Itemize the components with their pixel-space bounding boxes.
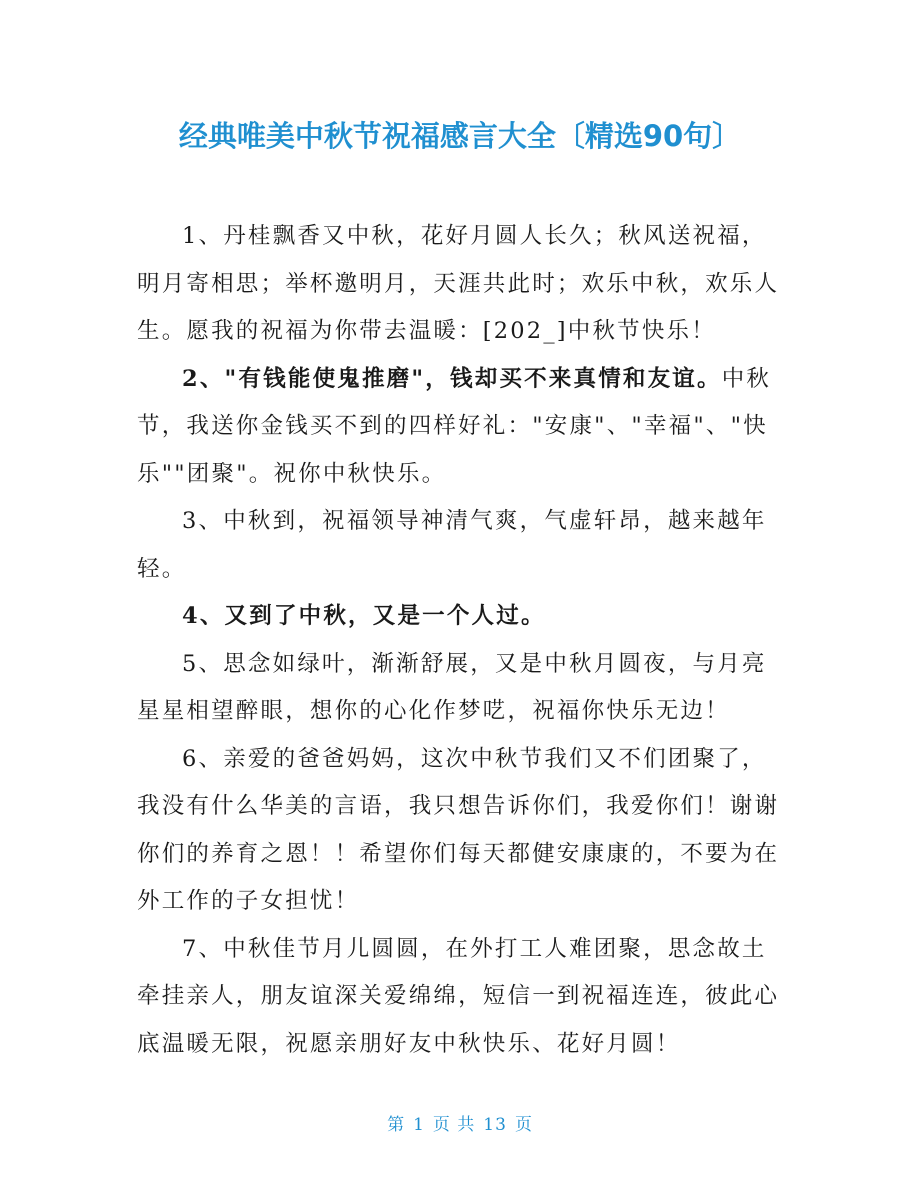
paragraph-4-bold-lead: 4、又到了中秋，又是一个人过。: [182, 603, 546, 629]
paragraph-1: [137, 213, 785, 356]
paragraph-7: [137, 926, 785, 1069]
footer-suffix: 页: [514, 1115, 533, 1135]
paragraph-1-text: 1、丹桂飘香又中秋，花好月圆人长久；秋风送祝福，明月寄相思；举杯邀明月，天涯共此时；欢乐中秋，欢乐人生。愿我的祝福为你带去温暖：[202_]中秋节快乐！: [137, 223, 780, 344]
paragraph-2-text: 中秋节，我送你金钱买不到的四样好礼："安康"、"幸福"、"快乐""团聚"。祝你中秋快乐。: [137, 365, 772, 487]
paragraph-4: [137, 593, 785, 641]
page-footer: [0, 1112, 920, 1138]
document-title: 经典唯美中秋节祝福感言大全〔精选90句〕: [178, 119, 742, 153]
paragraph-3: [137, 498, 785, 593]
footer-middle: 页 共: [432, 1115, 476, 1135]
footer-prefix: 第: [387, 1115, 406, 1135]
footer-page-number: 1: [413, 1115, 425, 1135]
document-body: [137, 213, 785, 1068]
paragraph-6-text: 6、亲爱的爸爸妈妈，这次中秋节我们又不们团聚了，我没有什么华美的言语，我只想告诉你们，我爱你们！谢谢你们的养育之恩！！希望你们每天都健安康康的，不要为在外工作的子女担忧！: [137, 745, 780, 914]
paragraph-7-text: 7、中秋佳节月儿圆圆，在外打工人难团聚，思念故土牵挂亲人，朋友谊深关爱绵绵，短信一到祝福连连，彼此心底温暖无限，祝愿亲朋好友中秋快乐、花好月圆！: [137, 935, 780, 1057]
paragraph-2-bold-lead: 2、"有钱能使鬼推磨"，钱却买不来真情和友谊。: [182, 365, 722, 392]
paragraph-5: [137, 641, 785, 736]
paragraph-6: [137, 736, 785, 926]
paragraph-2: [137, 356, 785, 499]
paragraph-3-text: 3、中秋到，祝福领导神清气爽，气虚轩昂，越来越年轻。: [137, 508, 767, 582]
paragraph-5-text: 5、思念如绿叶，渐渐舒展，又是中秋月圆夜，与月亮星星相望醉眼，想你的心化作梦呓，祝福你快乐无边！: [137, 650, 767, 724]
footer-total-pages: 13: [483, 1115, 507, 1135]
